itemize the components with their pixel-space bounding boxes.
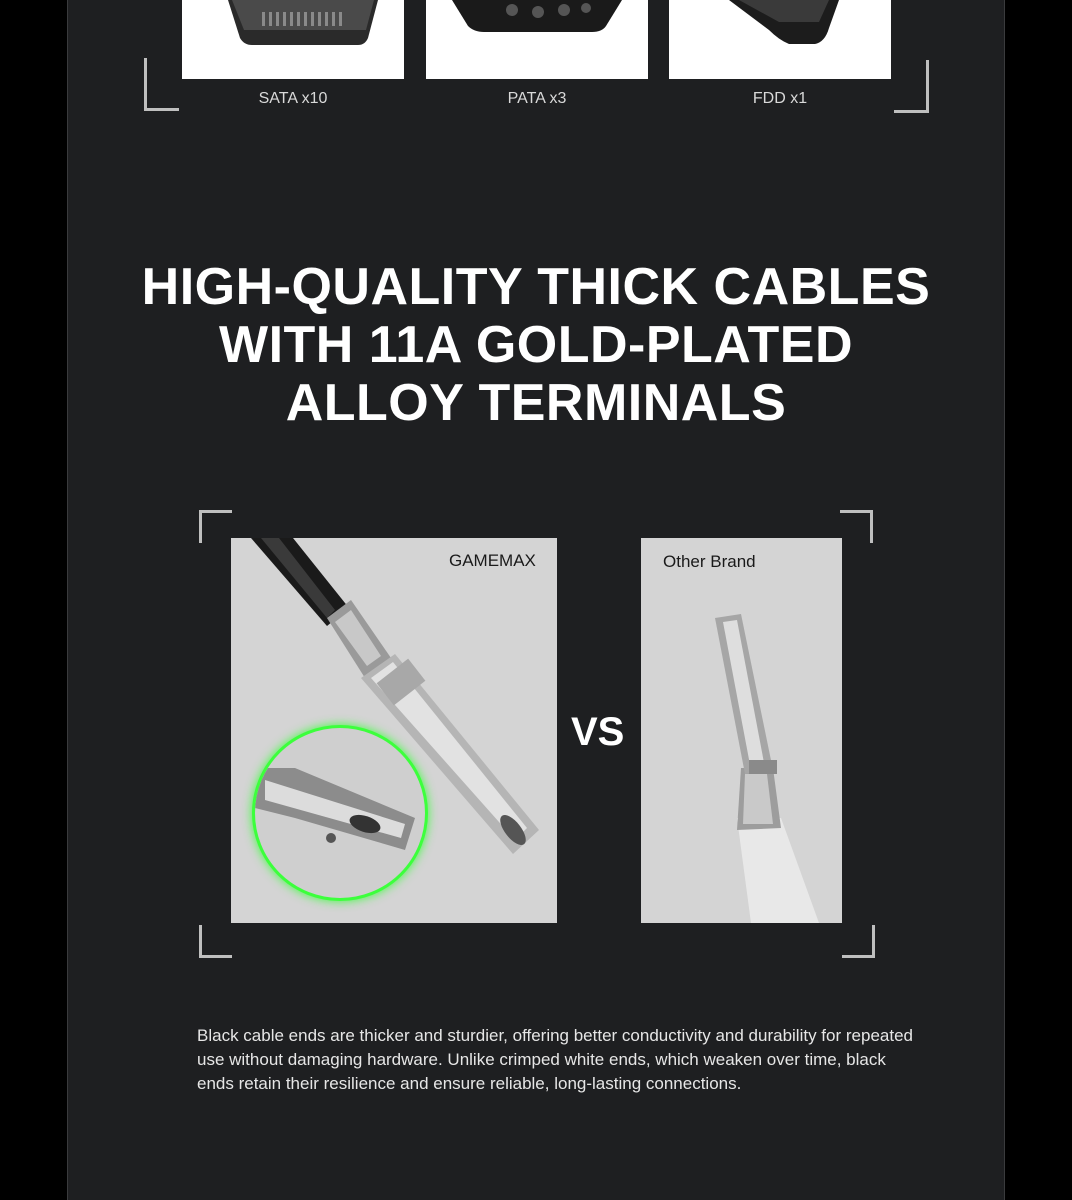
corner-bracket-compare-bottom-left	[199, 925, 232, 958]
other-brand-terminal-photo	[641, 538, 842, 923]
corner-bracket-compare-top-right	[840, 510, 873, 543]
headline-line-3: ALLOY TERMINALS	[285, 374, 787, 432]
magnified-terminal-circle	[252, 725, 428, 901]
fdd-connector-image	[669, 0, 891, 79]
corner-bracket-compare-top-left	[199, 510, 232, 543]
connector-label-fdd: FDD x1	[752, 90, 808, 107]
connector-label-sata: SATA x10	[258, 90, 328, 107]
corner-bracket-top-right	[894, 60, 929, 113]
connector-label-pata: PATA x3	[507, 90, 567, 107]
pata-connector-image	[426, 0, 648, 79]
description-text: Black cable ends are thicker and sturdier, offering better conductivity and durability for repeated use without damaging hardware. Unlike crimped white ends, which weaken over time, black ends retain their resilience and ensure reliable, long-lasting connections.	[197, 1026, 913, 1093]
vs-label: VS	[571, 710, 625, 754]
sata-connector-image	[182, 0, 404, 79]
headline	[68, 258, 1004, 432]
corner-bracket-compare-bottom-right	[842, 925, 875, 958]
headline-line-2: WITH 11A GOLD-PLATED	[219, 316, 853, 374]
gamemax-label: GAMEMAX	[449, 551, 536, 570]
content-panel	[67, 0, 1005, 1200]
headline-line-1: HIGH-QUALITY THICK CABLES	[141, 258, 931, 316]
corner-bracket-top-left	[144, 58, 179, 111]
other-brand-label: Other Brand	[663, 552, 756, 571]
